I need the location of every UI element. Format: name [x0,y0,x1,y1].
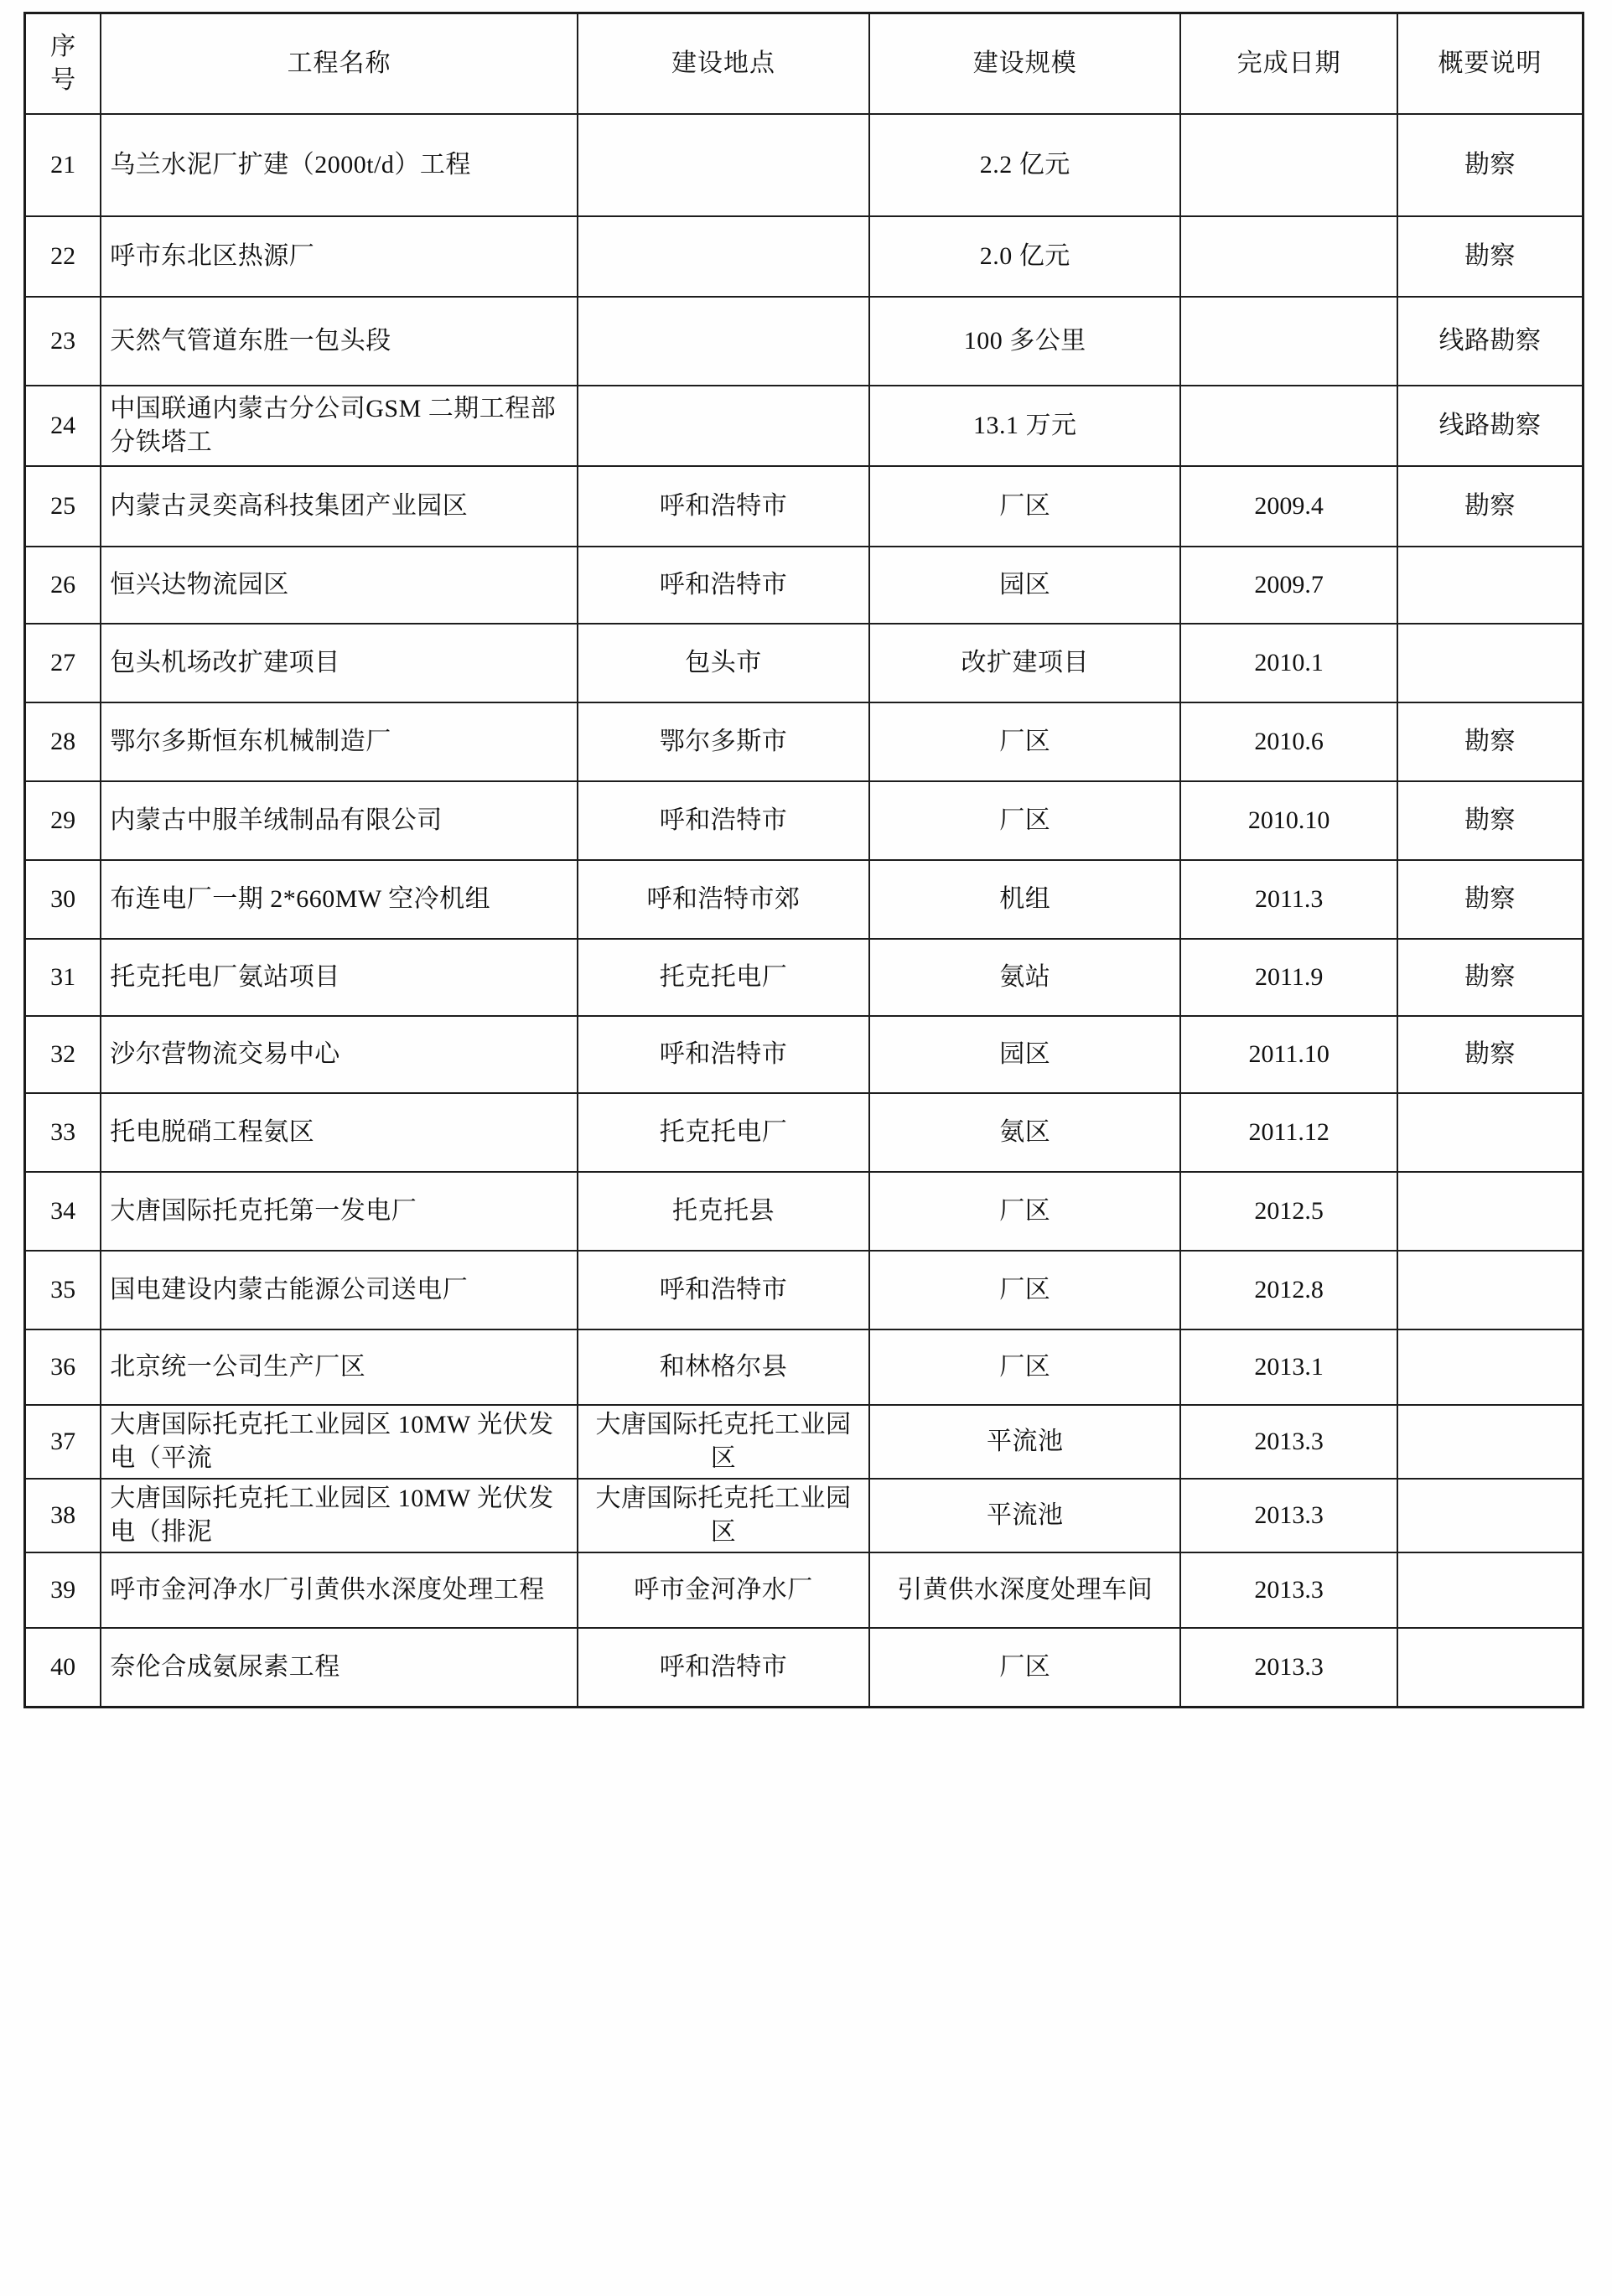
cell-date: 2013.3 [1180,1479,1397,1552]
cell-date: 2011.3 [1180,860,1397,939]
column-header-index: 序 号 [25,13,101,115]
table-row [25,702,1583,781]
table-row [25,547,1583,624]
cell-site [578,114,869,216]
cell-project-name: 大唐国际托克托第一发电厂 [101,1172,578,1251]
cell-date: 2010.6 [1180,702,1397,781]
table-row [25,781,1583,860]
cell-project-name: 北京统一公司生产厂区 [101,1329,578,1405]
cell-scale: 2.2 亿元 [869,114,1180,216]
cell-index: 34 [25,1172,101,1251]
cell-index: 27 [25,624,101,702]
cell-index: 25 [25,466,101,547]
cell-date: 2011.10 [1180,1016,1397,1093]
cell-scale: 厂区 [869,1172,1180,1251]
cell-date [1180,297,1397,386]
cell-project-name: 大唐国际托克托工业园区 10MW 光伏发电（排泥 [101,1479,578,1552]
cell-site: 呼和浩特市 [578,1628,869,1708]
cell-note: 勘察 [1397,1016,1583,1093]
cell-note: 勘察 [1397,781,1583,860]
cell-project-name: 中国联通内蒙古分公司GSM 二期工程部分铁塔工 [101,386,578,466]
cell-date: 2013.3 [1180,1628,1397,1708]
table-row [25,1016,1583,1093]
project-table-container [23,12,1584,1708]
cell-site: 托克托电厂 [578,939,869,1016]
cell-note [1397,1552,1583,1628]
cell-project-name: 呼市东北区热源厂 [101,216,578,297]
cell-note [1397,1251,1583,1329]
cell-scale: 13.1 万元 [869,386,1180,466]
cell-date: 2010.1 [1180,624,1397,702]
cell-project-name: 国电建设内蒙古能源公司送电厂 [101,1251,578,1329]
cell-scale: 机组 [869,860,1180,939]
cell-scale: 厂区 [869,1251,1180,1329]
cell-project-name: 乌兰水泥厂扩建（2000t/d）工程 [101,114,578,216]
cell-project-name: 托电脱硝工程氨区 [101,1093,578,1172]
cell-scale: 2.0 亿元 [869,216,1180,297]
cell-date [1180,114,1397,216]
table-row [25,1093,1583,1172]
column-header-scale: 建设规模 [869,13,1180,115]
cell-site [578,386,869,466]
cell-site: 呼和浩特市郊 [578,860,869,939]
table-row [25,1552,1583,1628]
cell-index: 36 [25,1329,101,1405]
cell-date: 2009.4 [1180,466,1397,547]
cell-scale: 厂区 [869,1329,1180,1405]
cell-site: 大唐国际托克托工业园区 [578,1405,869,1479]
table-body [25,114,1583,1708]
cell-project-name: 内蒙古中服羊绒制品有限公司 [101,781,578,860]
cell-date: 2012.8 [1180,1251,1397,1329]
cell-scale: 引黄供水深度处理车间 [869,1552,1180,1628]
cell-scale: 平流池 [869,1479,1180,1552]
column-header-date: 完成日期 [1180,13,1397,115]
cell-project-name: 天然气管道东胜一包头段 [101,297,578,386]
cell-note [1397,1329,1583,1405]
cell-date: 2010.10 [1180,781,1397,860]
cell-project-name: 鄂尔多斯恒东机械制造厂 [101,702,578,781]
cell-note [1397,547,1583,624]
cell-date: 2011.12 [1180,1093,1397,1172]
cell-scale: 厂区 [869,1628,1180,1708]
table-row [25,216,1583,297]
cell-site: 托克托电厂 [578,1093,869,1172]
cell-index: 29 [25,781,101,860]
table-row [25,1628,1583,1708]
cell-site: 托克托县 [578,1172,869,1251]
cell-index: 31 [25,939,101,1016]
cell-project-name: 奈伦合成氨尿素工程 [101,1628,578,1708]
cell-site: 呼和浩特市 [578,547,869,624]
cell-index: 28 [25,702,101,781]
cell-project-name: 呼市金河净水厂引黄供水深度处理工程 [101,1552,578,1628]
cell-project-name: 布连电厂一期 2*660MW 空冷机组 [101,860,578,939]
cell-index: 21 [25,114,101,216]
column-header-note: 概要说明 [1397,13,1583,115]
cell-project-name: 包头机场改扩建项目 [101,624,578,702]
cell-project-name: 大唐国际托克托工业园区 10MW 光伏发电（平流 [101,1405,578,1479]
cell-date: 2013.3 [1180,1552,1397,1628]
cell-date: 2013.1 [1180,1329,1397,1405]
table-header-row [25,13,1583,115]
cell-date [1180,216,1397,297]
cell-index: 24 [25,386,101,466]
cell-scale: 100 多公里 [869,297,1180,386]
cell-index: 26 [25,547,101,624]
cell-index: 35 [25,1251,101,1329]
cell-site: 呼和浩特市 [578,1251,869,1329]
table-row [25,114,1583,216]
cell-index: 33 [25,1093,101,1172]
cell-note [1397,1405,1583,1479]
cell-note: 勘察 [1397,702,1583,781]
cell-note: 勘察 [1397,216,1583,297]
cell-scale: 厂区 [869,466,1180,547]
cell-index: 40 [25,1628,101,1708]
cell-project-name: 托克托电厂氨站项目 [101,939,578,1016]
table-row [25,1329,1583,1405]
cell-note: 勘察 [1397,466,1583,547]
cell-scale: 平流池 [869,1405,1180,1479]
cell-site [578,297,869,386]
cell-scale: 厂区 [869,781,1180,860]
cell-site: 包头市 [578,624,869,702]
cell-site: 呼市金河净水厂 [578,1552,869,1628]
cell-index: 38 [25,1479,101,1552]
cell-date [1180,386,1397,466]
table-row [25,297,1583,386]
table-row [25,1405,1583,1479]
cell-index: 39 [25,1552,101,1628]
cell-note: 线路勘察 [1397,386,1583,466]
cell-site: 鄂尔多斯市 [578,702,869,781]
cell-index: 22 [25,216,101,297]
cell-note: 勘察 [1397,114,1583,216]
project-list-table [23,12,1584,1708]
cell-site: 呼和浩特市 [578,781,869,860]
cell-scale: 改扩建项目 [869,624,1180,702]
cell-index: 23 [25,297,101,386]
table-row [25,466,1583,547]
cell-index: 32 [25,1016,101,1093]
cell-site: 和林格尔县 [578,1329,869,1405]
cell-scale: 园区 [869,547,1180,624]
table-header [25,13,1583,115]
cell-date: 2011.9 [1180,939,1397,1016]
table-row [25,386,1583,466]
column-header-site: 建设地点 [578,13,869,115]
cell-note: 线路勘察 [1397,297,1583,386]
cell-project-name: 恒兴达物流园区 [101,547,578,624]
cell-scale: 氨站 [869,939,1180,1016]
table-row [25,860,1583,939]
cell-scale: 氨区 [869,1093,1180,1172]
table-row [25,939,1583,1016]
cell-project-name: 沙尔营物流交易中心 [101,1016,578,1093]
cell-project-name: 内蒙古灵奕高科技集团产业园区 [101,466,578,547]
cell-note [1397,1093,1583,1172]
cell-note [1397,1628,1583,1708]
cell-index: 37 [25,1405,101,1479]
cell-scale: 厂区 [869,702,1180,781]
cell-site: 大唐国际托克托工业园区 [578,1479,869,1552]
cell-site: 呼和浩特市 [578,1016,869,1093]
cell-site [578,216,869,297]
cell-site: 呼和浩特市 [578,466,869,547]
table-row [25,1479,1583,1552]
table-row [25,1251,1583,1329]
table-row [25,1172,1583,1251]
cell-note: 勘察 [1397,860,1583,939]
cell-note [1397,624,1583,702]
cell-note [1397,1479,1583,1552]
cell-index: 30 [25,860,101,939]
cell-date: 2009.7 [1180,547,1397,624]
column-header-name: 工程名称 [101,13,578,115]
cell-note: 勘察 [1397,939,1583,1016]
cell-scale: 园区 [869,1016,1180,1093]
cell-date: 2012.5 [1180,1172,1397,1251]
table-row [25,624,1583,702]
cell-note [1397,1172,1583,1251]
cell-date: 2013.3 [1180,1405,1397,1479]
